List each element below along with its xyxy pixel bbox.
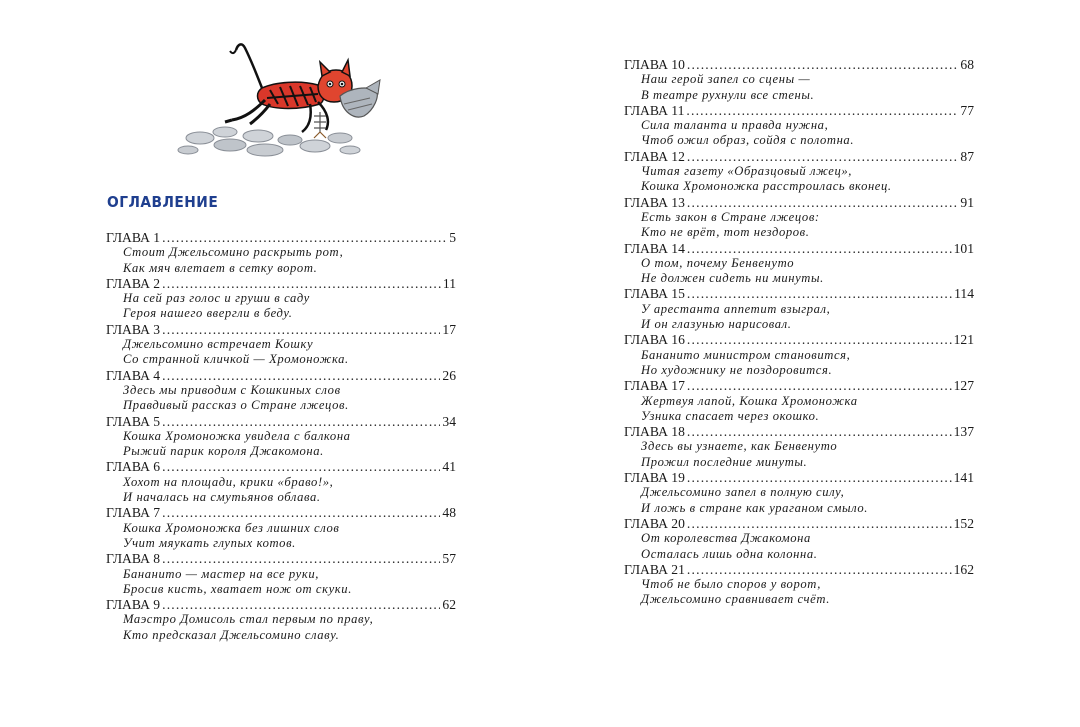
chapter-subtitle-line: Здесь вы узнаете, как Бенвенуто (641, 439, 838, 454)
toc-entry-line (106, 368, 456, 383)
chapter-title: ГЛАВА 17 (624, 378, 685, 394)
chapter-subtitle-line: Кошка Хромоножка увидела с балкона (123, 428, 351, 443)
chapter-subtitle-line: Бананито — мастер на все руки, (123, 566, 319, 581)
chapter-title: ГЛАВА 5 (106, 413, 161, 429)
chapter-subtitle-line: Хохот на площади, крики «браво!», (123, 474, 334, 489)
dot-leader (687, 562, 952, 577)
toc-left-column (106, 230, 456, 643)
chapter-subtitle-line: У арестанта аппетит взыграл, (641, 301, 831, 316)
dot-leader (687, 470, 952, 485)
chapter-subtitle-line: Со странной кличкой — Хромоножка. (123, 352, 349, 367)
page-number: 17 (442, 321, 456, 337)
dot-leader (687, 424, 952, 439)
toc-entry-line (106, 414, 456, 429)
toc-entry-line (106, 230, 456, 245)
chapter-subtitle-line: На сей раз голос и груши в саду (123, 291, 310, 306)
chapter-title: ГЛАВА 7 (106, 505, 161, 521)
page-number: 87 (960, 148, 974, 164)
dot-leader (162, 505, 440, 520)
chapter-subtitle-line: Есть закон в Стране лжецов: (641, 209, 820, 224)
toc-entry-line (106, 322, 456, 337)
toc-entry-line (624, 103, 974, 118)
toc-entry-line (624, 332, 974, 347)
chapter-subtitle-line: И он глазунью нарисовал. (641, 317, 792, 332)
chapter-subtitle-line: Кто предсказал Джельсомино славу. (123, 627, 340, 642)
toc-entry-line (624, 57, 974, 72)
toc-entry[interactable] (624, 103, 974, 149)
page-number: 57 (442, 551, 456, 567)
toc-entry-line (106, 551, 456, 566)
chapter-subtitle-line: Читая газету «Образцовый лжец», (641, 164, 852, 179)
chapter-title: ГЛАВА 4 (106, 367, 161, 383)
chapter-subtitle-line: Джельсомино встречает Кошку (123, 337, 314, 352)
chapter-subtitle-line: Стоит Джельсомино раскрыть рот, (123, 245, 344, 260)
toc-entry[interactable] (106, 597, 456, 643)
toc-entry-line (106, 505, 456, 520)
page-number: 68 (960, 57, 974, 72)
toc-entry[interactable] (624, 286, 974, 332)
toc-entry[interactable] (106, 551, 456, 597)
toc-entry[interactable] (624, 378, 974, 424)
chapter-title: ГЛАВА 20 (624, 515, 685, 531)
chapter-subtitle-line: От королевства Джакомона (641, 531, 811, 546)
toc-entry-line (106, 597, 456, 612)
chapter-subtitle-line: Сила таланта и правда нужна, (641, 118, 829, 133)
toc-entry[interactable] (106, 230, 456, 276)
chapter-subtitle-line: Бросив кисть, хватает нож от скуки. (123, 581, 352, 596)
chapter-title: ГЛАВА 19 (624, 470, 685, 486)
page-number: 101 (953, 240, 974, 256)
page-number: 5 (449, 230, 456, 245)
page-number: 137 (953, 424, 974, 440)
chapter-subtitle-line: Маэстро Домисоль стал первым по праву, (123, 612, 374, 627)
chapter-title: ГЛАВА 12 (624, 148, 685, 164)
page-number: 77 (960, 102, 974, 118)
toc-entry[interactable] (624, 516, 974, 562)
page-number: 121 (953, 332, 974, 348)
page-number: 26 (442, 367, 456, 383)
chapter-subtitle-line: Осталась лишь одна колонна. (641, 546, 818, 561)
chapter-subtitle-line: Наш герой запел со сцены — (641, 72, 811, 87)
chapter-subtitle-line: Джельсомино запел в полную силу, (641, 485, 845, 500)
dot-leader (687, 149, 959, 164)
page-number: 127 (953, 378, 974, 394)
toc-entry[interactable] (106, 459, 456, 505)
dot-leader (687, 241, 952, 256)
dot-leader (162, 322, 440, 337)
chapter-subtitle-line: Кошка Хромоножка расстроилась вконец. (641, 179, 892, 194)
page-number: 162 (953, 561, 974, 577)
cat-running-with-fish-icon (170, 40, 390, 165)
chapter-subtitle-line: И ложь в стране как ураганом смыло. (641, 500, 868, 515)
toc-heading: ОГЛАВЛЕНИЕ (107, 193, 219, 211)
page-number: 62 (442, 597, 456, 613)
chapter-subtitle-line: Героя нашего ввергли в беду. (123, 306, 293, 321)
stones (178, 127, 360, 156)
chapter-title: ГЛАВА 13 (624, 194, 685, 210)
chapter-title: ГЛАВА 8 (106, 551, 161, 567)
chapter-subtitle-line: О том, почему Бенвенуто (641, 255, 795, 270)
chapter-title: ГЛАВА 3 (106, 321, 161, 337)
toc-entry[interactable] (624, 195, 974, 241)
chapter-subtitle-line: Как мяч влетает в сетку ворот. (123, 260, 318, 275)
dot-leader (687, 57, 959, 72)
page-number: 141 (953, 470, 974, 486)
chapter-subtitle-line: Чтоб не было споров у ворот, (641, 577, 822, 592)
toc-entry[interactable] (106, 368, 456, 414)
toc-entry-line (624, 241, 974, 256)
chapter-title: ГЛАВА 6 (106, 459, 161, 475)
toc-entry-line (624, 562, 974, 577)
dot-leader (687, 332, 952, 347)
toc-entry[interactable] (624, 57, 974, 103)
chapter-title: ГЛАВА 16 (624, 332, 685, 348)
dot-leader (162, 414, 440, 429)
toc-entry[interactable] (106, 414, 456, 460)
toc-entry[interactable] (624, 332, 974, 378)
dot-leader (687, 286, 952, 301)
dot-leader (687, 378, 952, 393)
chapter-subtitle-line: Джельсомино сравнивает счёт. (641, 592, 830, 607)
toc-entry-line (624, 378, 974, 393)
chapter-subtitle-line: Бананито министром становится, (641, 347, 851, 362)
toc-right-column (624, 57, 974, 608)
toc-entry-line (624, 424, 974, 439)
chapter-title: ГЛАВА 2 (106, 275, 161, 291)
chapter-subtitle-line: И началась на смутьянов облава. (123, 490, 321, 505)
page-number: 48 (442, 505, 456, 521)
dot-leader (162, 459, 440, 474)
dot-leader (162, 230, 447, 245)
chapter-title: ГЛАВА 9 (106, 597, 161, 613)
toc-entry[interactable] (624, 470, 974, 516)
toc-entry-line (106, 459, 456, 474)
dot-leader (162, 551, 440, 566)
page-number: 11 (442, 275, 456, 291)
toc-entry[interactable] (106, 276, 456, 322)
toc-entry-line (624, 470, 974, 485)
toc-entry[interactable] (106, 322, 456, 368)
page-number: 114 (954, 286, 974, 302)
toc-entry[interactable] (624, 149, 974, 195)
chapter-title: ГЛАВА 10 (624, 57, 685, 72)
chapter-subtitle-line: Жертвуя лапой, Кошка Хромоножка (641, 393, 858, 408)
dot-leader (162, 276, 441, 291)
chapter-subtitle-line: Правдивый рассказ о Стране лжецов. (123, 398, 349, 413)
chapter-subtitle-line: Но художнику не поздоровится. (641, 362, 833, 377)
chapter-subtitle-line: Не должен сидеть ни минуты. (641, 271, 824, 286)
chapter-title: ГЛАВА 1 (106, 230, 161, 245)
dot-leader (687, 195, 959, 210)
toc-entry-line (624, 149, 974, 164)
chapter-title: ГЛАВА 11 (624, 102, 685, 118)
dot-leader (687, 516, 952, 531)
toc-entry-line (624, 516, 974, 531)
chapter-title: ГЛАВА 18 (624, 424, 685, 440)
chapter-subtitle-line: Узника спасает через окошко. (641, 408, 820, 423)
chapter-subtitle-line: Здесь мы приводим с Кошкиных слов (123, 382, 341, 397)
toc-entry-line (106, 276, 456, 291)
dot-leader (686, 103, 958, 118)
toc-entry[interactable] (624, 241, 974, 287)
dot-leader (162, 597, 440, 612)
page-number: 41 (442, 459, 456, 475)
chapter-subtitle-line: Рыжий парик короля Джакомона. (123, 444, 324, 459)
chapter-title: ГЛАВА 15 (624, 286, 685, 302)
toc-entry-line (624, 195, 974, 210)
chapter-subtitle-line: Кошка Хромоножка без лишних слов (123, 520, 340, 535)
dot-leader (162, 368, 440, 383)
chapter-subtitle-line: В театре рухнули все стены. (641, 87, 815, 102)
chapter-subtitle-line: Чтоб ожил образ, сойдя с полотна. (641, 133, 855, 148)
page-number: 152 (953, 515, 974, 531)
chapter-title: ГЛАВА 21 (624, 561, 685, 577)
toc-entry[interactable] (624, 424, 974, 470)
toc-entry-line (624, 286, 974, 301)
toc-entry[interactable] (624, 562, 974, 608)
page-number: 34 (442, 413, 456, 429)
toc-entry[interactable] (106, 505, 456, 551)
chapter-title: ГЛАВА 14 (624, 240, 685, 256)
chapter-subtitle-line: Учит мяукать глупых котов. (123, 535, 296, 550)
chapter-subtitle-line: Кто не врёт, тот нездоров. (641, 225, 810, 240)
chapter-subtitle-line: Прожил последние минуты. (641, 454, 808, 469)
page-number: 91 (960, 194, 974, 210)
